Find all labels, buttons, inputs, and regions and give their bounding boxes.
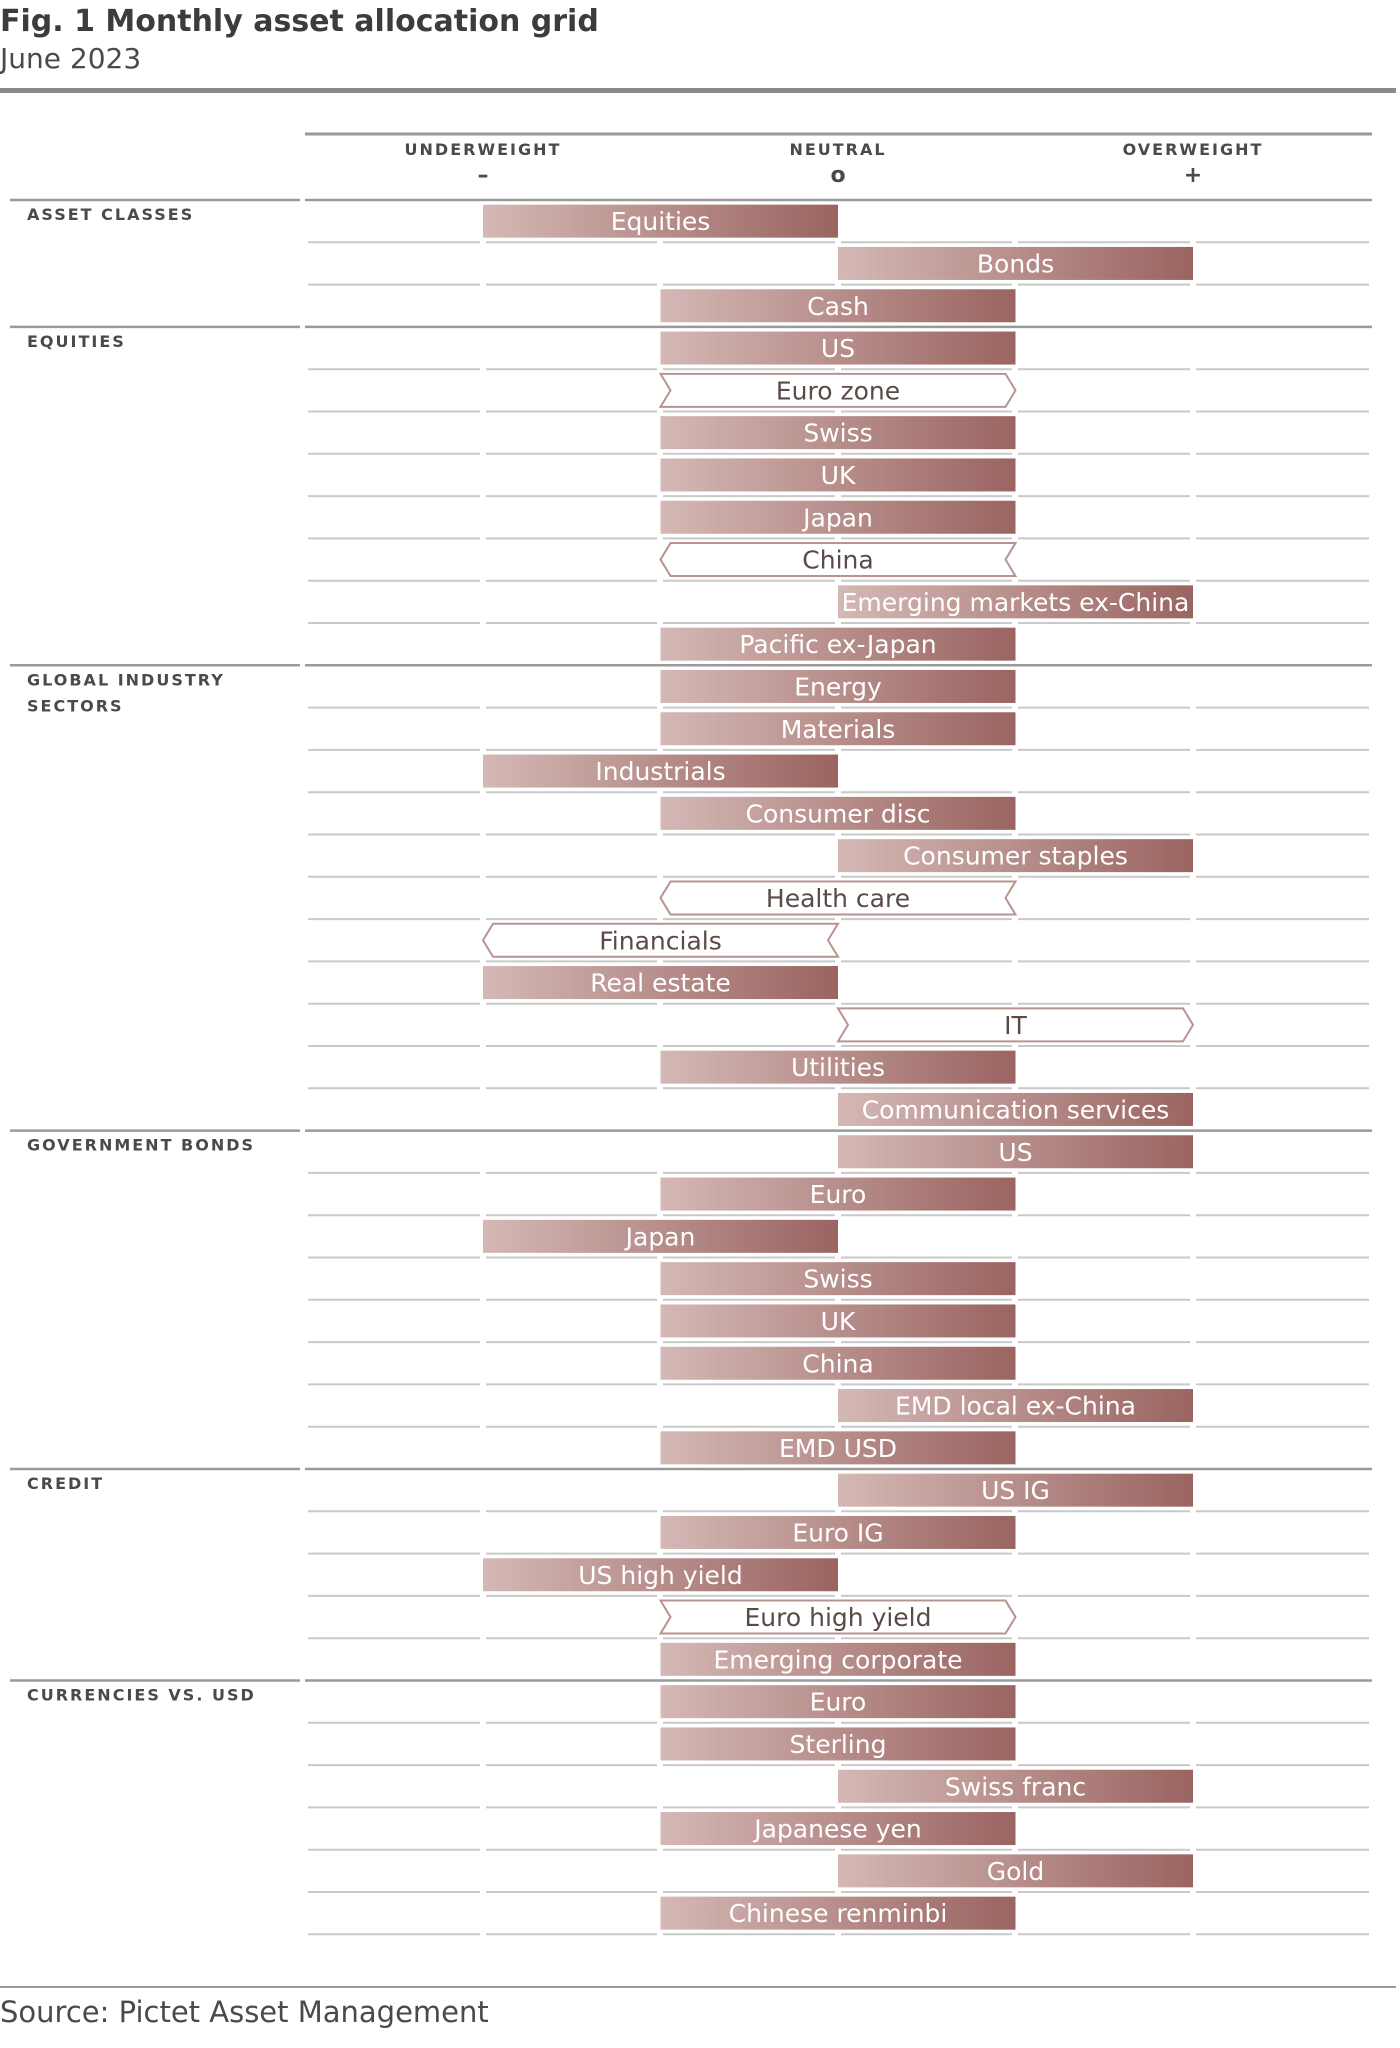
bar-label: IT	[1004, 1010, 1027, 1040]
column-header: OVERWEIGHT	[1122, 140, 1264, 159]
bar-label: US	[998, 1137, 1033, 1167]
bar-label: UK	[820, 1306, 856, 1336]
bar-label: China	[802, 1349, 874, 1379]
bar-label: EMD local ex-China	[895, 1391, 1136, 1421]
bar-label: Health care	[765, 883, 911, 913]
bar-label: UK	[820, 460, 856, 490]
bar-label: Euro	[809, 1180, 867, 1210]
bar-label: Euro	[809, 1687, 867, 1717]
bar-label: Pacific ex-Japan	[739, 630, 937, 660]
chart-subtitle: June 2023	[0, 42, 142, 75]
bar-label: Consumer staples	[903, 841, 1128, 871]
bar-label: Japan	[803, 503, 873, 533]
bar-label: Sterling	[789, 1729, 887, 1759]
bar-label: Consumer disc	[745, 799, 931, 829]
bar-label: US high yield	[578, 1560, 743, 1590]
bar-label: Bonds	[976, 249, 1055, 279]
bar-label: Japanese yen	[754, 1814, 922, 1844]
source-note: Source: Pictet Asset Management	[0, 1995, 489, 2029]
bar-label: EMD USD	[779, 1433, 897, 1463]
bar-label: Gold	[986, 1856, 1045, 1886]
column-symbol: +	[1183, 163, 1203, 188]
bar-label: Chinese renminbi	[728, 1899, 948, 1929]
section-label: CURRENCIES VS. USD	[27, 1685, 256, 1705]
bar-label: Swiss	[803, 1264, 873, 1294]
column-header: UNDERWEIGHT	[404, 140, 562, 159]
bar-label: Financials	[599, 926, 722, 956]
column-header: NEUTRAL	[789, 140, 887, 159]
bar-label: Emerging corporate	[713, 1645, 963, 1675]
bar-label: Cash	[807, 291, 869, 321]
section-label: CREDIT	[27, 1474, 105, 1493]
bar-label: Euro IG	[792, 1518, 884, 1548]
bar-label: Energy	[794, 672, 882, 702]
bar-label: China	[802, 545, 874, 575]
bar-label: Communication services	[861, 1095, 1170, 1125]
section-label: EQUITIES	[27, 331, 126, 351]
bar-label: US	[820, 334, 856, 364]
bar-label: US IG	[981, 1476, 1050, 1506]
bar-label: Equities	[610, 207, 711, 237]
bar-label: Swiss	[803, 418, 873, 448]
bar-label: Emerging markets ex-China	[841, 587, 1190, 617]
bar-label: Materials	[780, 714, 896, 744]
section-label: ASSET CLASSES	[27, 205, 195, 224]
bottom-rule	[0, 1986, 1396, 1988]
bar-label: Euro zone	[775, 376, 901, 406]
section-label: GLOBAL INDUSTRY SECTORS	[27, 670, 225, 716]
column-symbol: –	[477, 163, 489, 188]
column-symbol: o	[830, 163, 846, 188]
bar-label: Industrials	[595, 757, 726, 787]
bar-label: Real estate	[590, 968, 731, 998]
bar-label: Euro high yield	[744, 1603, 932, 1633]
bar-label: Japan	[625, 1222, 696, 1252]
chart-title: Fig. 1 Monthly asset allocation grid	[0, 4, 599, 39]
section-label: GOVERNMENT BONDS	[27, 1135, 256, 1155]
bar-label: Swiss franc	[944, 1772, 1087, 1802]
bar-label: Utilities	[790, 1053, 886, 1083]
